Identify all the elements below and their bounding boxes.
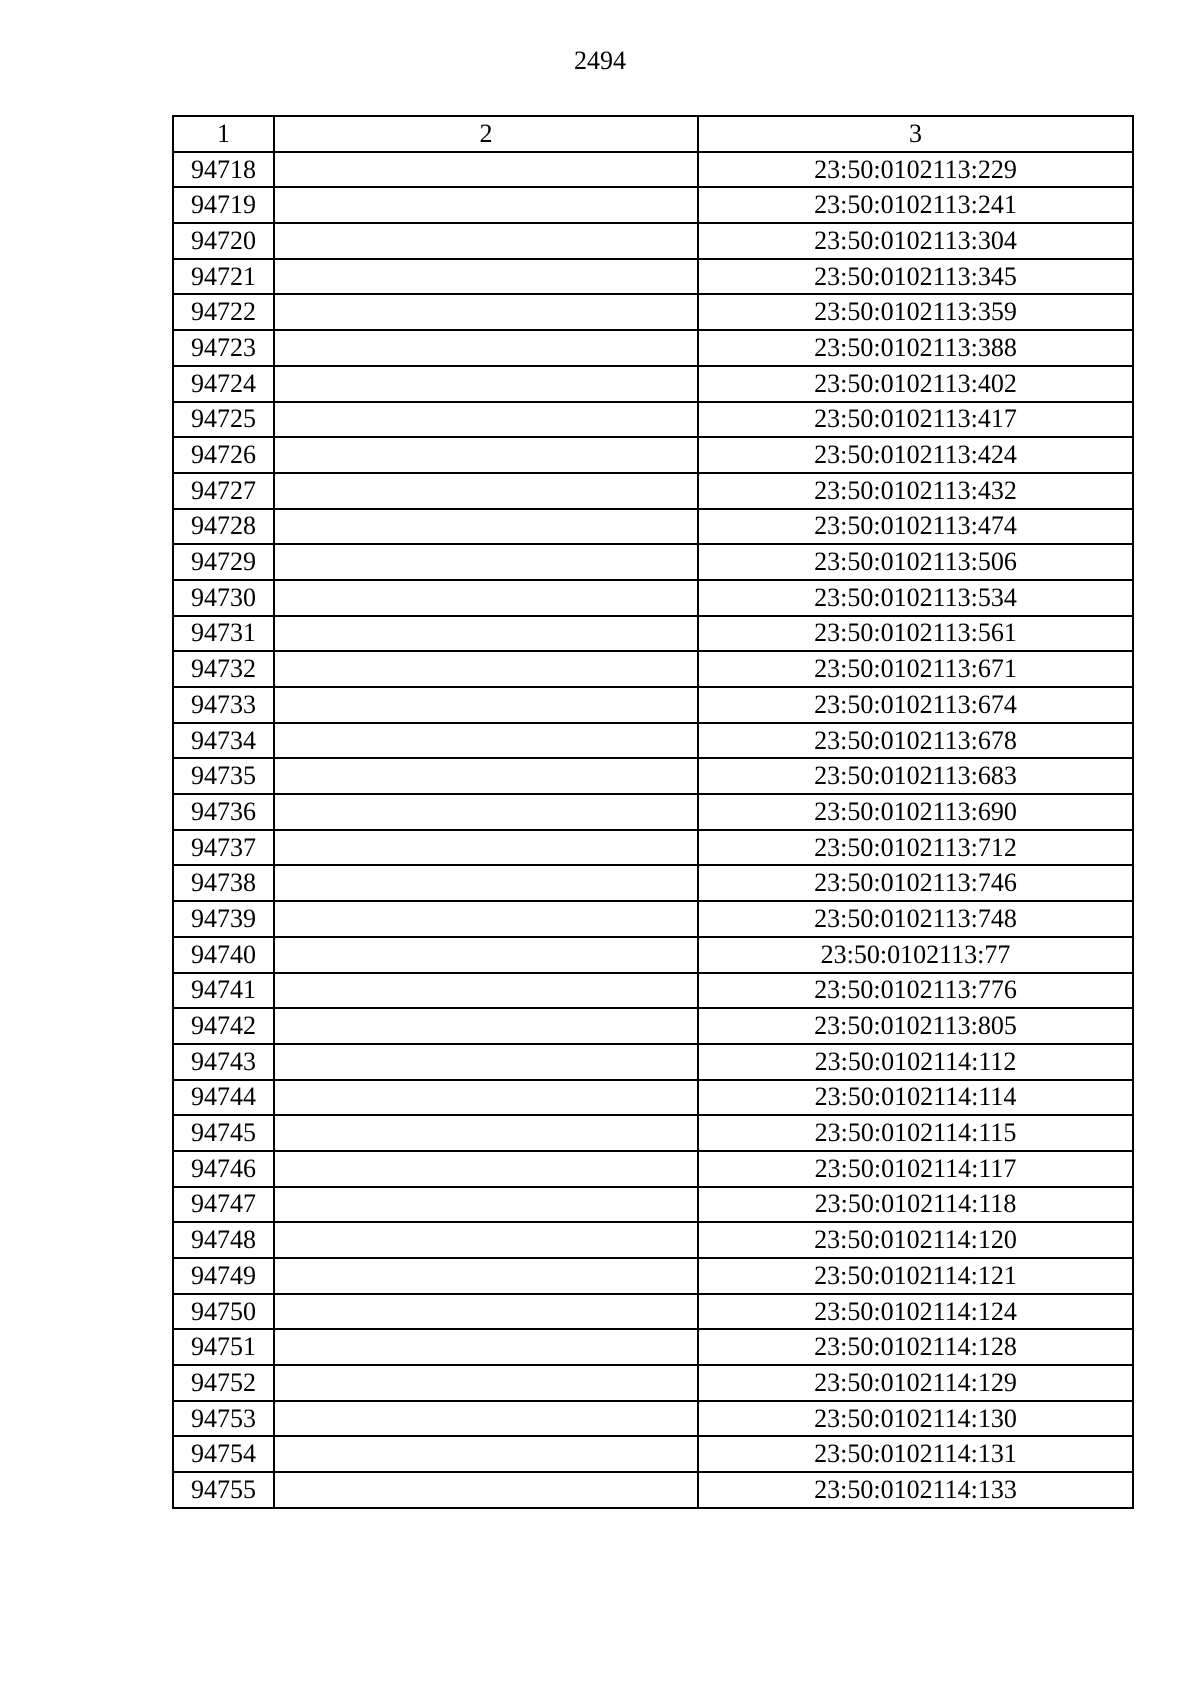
row-number-cell: 94728 <box>173 509 274 545</box>
blank-cell <box>274 1008 698 1044</box>
table-row <box>173 1258 1133 1294</box>
row-number-cell: 94752 <box>173 1365 274 1401</box>
cadastral-number-cell: 23:50:0102113:229 <box>698 152 1133 188</box>
cadastral-number-cell: 23:50:0102113:432 <box>698 473 1133 509</box>
table-row <box>173 152 1133 188</box>
table-row <box>173 758 1133 794</box>
row-number-cell: 94747 <box>173 1187 274 1223</box>
cadastral-number-cell: 23:50:0102113:402 <box>698 366 1133 402</box>
cadastral-number-cell: 23:50:0102114:114 <box>698 1080 1133 1116</box>
table-row <box>173 1115 1133 1151</box>
table-row <box>173 1401 1133 1437</box>
cadastral-number-cell: 23:50:0102113:474 <box>698 509 1133 545</box>
row-number-cell: 94727 <box>173 473 274 509</box>
table-row <box>173 223 1133 259</box>
row-number-cell: 94740 <box>173 937 274 973</box>
table-row <box>173 294 1133 330</box>
row-number-cell: 94723 <box>173 330 274 366</box>
table-row <box>173 187 1133 223</box>
cadastral-number-cell: 23:50:0102114:128 <box>698 1329 1133 1365</box>
table-row <box>173 1436 1133 1472</box>
row-number-cell: 94754 <box>173 1436 274 1472</box>
row-number-cell: 94743 <box>173 1044 274 1080</box>
blank-cell <box>274 330 698 366</box>
row-number-cell: 94724 <box>173 366 274 402</box>
blank-cell <box>274 651 698 687</box>
table-row <box>173 865 1133 901</box>
blank-cell <box>274 865 698 901</box>
cadastral-number-cell: 23:50:0102113:805 <box>698 1008 1133 1044</box>
table-row <box>173 1365 1133 1401</box>
blank-cell <box>274 758 698 794</box>
blank-cell <box>274 473 698 509</box>
blank-cell <box>274 580 698 616</box>
blank-cell <box>274 259 698 295</box>
cadastral-number-cell: 23:50:0102113:748 <box>698 901 1133 937</box>
cadastral-number-cell: 23:50:0102114:129 <box>698 1365 1133 1401</box>
row-number-cell: 94746 <box>173 1151 274 1187</box>
cadastral-number-cell: 23:50:0102113:746 <box>698 865 1133 901</box>
table-row <box>173 687 1133 723</box>
table-row <box>173 1294 1133 1330</box>
cadastral-number-cell: 23:50:0102113:678 <box>698 723 1133 759</box>
table-row <box>173 1151 1133 1187</box>
cadastral-number-cell: 23:50:0102114:130 <box>698 1401 1133 1437</box>
cadastral-number-cell: 23:50:0102113:674 <box>698 687 1133 723</box>
row-number-cell: 94719 <box>173 187 274 223</box>
row-number-cell: 94737 <box>173 830 274 866</box>
cadastral-number-cell: 23:50:0102114:133 <box>698 1472 1133 1508</box>
blank-cell <box>274 830 698 866</box>
row-number-cell: 94744 <box>173 1080 274 1116</box>
blank-cell <box>274 1401 698 1437</box>
blank-cell <box>274 794 698 830</box>
blank-cell <box>274 687 698 723</box>
table-row <box>173 402 1133 438</box>
table-body <box>173 152 1133 1508</box>
table-row <box>173 1472 1133 1508</box>
table-row <box>173 1080 1133 1116</box>
table-row <box>173 1008 1133 1044</box>
blank-cell <box>274 366 698 402</box>
table-row <box>173 366 1133 402</box>
table-row <box>173 509 1133 545</box>
registry-table <box>172 115 1134 1509</box>
row-number-cell: 94736 <box>173 794 274 830</box>
blank-cell <box>274 402 698 438</box>
cadastral-number-cell: 23:50:0102114:121 <box>698 1258 1133 1294</box>
row-number-cell: 94720 <box>173 223 274 259</box>
row-number-cell: 94721 <box>173 259 274 295</box>
blank-cell <box>274 152 698 188</box>
table-header <box>173 116 1133 152</box>
cadastral-number-cell: 23:50:0102113:534 <box>698 580 1133 616</box>
cadastral-number-cell: 23:50:0102113:671 <box>698 651 1133 687</box>
blank-cell <box>274 1080 698 1116</box>
cadastral-number-cell: 23:50:0102113:241 <box>698 187 1133 223</box>
blank-cell <box>274 1187 698 1223</box>
blank-cell <box>274 1115 698 1151</box>
column-header-3: 3 <box>698 116 1133 152</box>
blank-cell <box>274 187 698 223</box>
cadastral-number-cell: 23:50:0102113:304 <box>698 223 1133 259</box>
table-row <box>173 1044 1133 1080</box>
table-row <box>173 1329 1133 1365</box>
cadastral-number-cell: 23:50:0102114:115 <box>698 1115 1133 1151</box>
cadastral-number-cell: 23:50:0102114:131 <box>698 1436 1133 1472</box>
page-number: 2494 <box>574 46 626 75</box>
cadastral-number-cell: 23:50:0102113:388 <box>698 330 1133 366</box>
table-row <box>173 901 1133 937</box>
row-number-cell: 94732 <box>173 651 274 687</box>
row-number-cell: 94750 <box>173 1294 274 1330</box>
table-row <box>173 651 1133 687</box>
blank-cell <box>274 509 698 545</box>
blank-cell <box>274 1472 698 1508</box>
row-number-cell: 94755 <box>173 1472 274 1508</box>
row-number-cell: 94753 <box>173 1401 274 1437</box>
blank-cell <box>274 1365 698 1401</box>
row-number-cell: 94739 <box>173 901 274 937</box>
table-row <box>173 437 1133 473</box>
header-row <box>173 116 1133 152</box>
cadastral-number-cell: 23:50:0102113:417 <box>698 402 1133 438</box>
column-header-1: 1 <box>173 116 274 152</box>
column-header-2: 2 <box>274 116 698 152</box>
cadastral-number-cell: 23:50:0102114:117 <box>698 1151 1133 1187</box>
row-number-cell: 94742 <box>173 1008 274 1044</box>
blank-cell <box>274 901 698 937</box>
cadastral-number-cell: 23:50:0102113:506 <box>698 544 1133 580</box>
row-number-cell: 94751 <box>173 1329 274 1365</box>
cadastral-number-cell: 23:50:0102113:690 <box>698 794 1133 830</box>
table-row <box>173 973 1133 1009</box>
blank-cell <box>274 1329 698 1365</box>
row-number-cell: 94726 <box>173 437 274 473</box>
row-number-cell: 94725 <box>173 402 274 438</box>
table-row <box>173 330 1133 366</box>
blank-cell <box>274 1294 698 1330</box>
row-number-cell: 94718 <box>173 152 274 188</box>
row-number-cell: 94745 <box>173 1115 274 1151</box>
cadastral-number-cell: 23:50:0102113:424 <box>698 437 1133 473</box>
table-row <box>173 616 1133 652</box>
row-number-cell: 94735 <box>173 758 274 794</box>
table-row <box>173 473 1133 509</box>
blank-cell <box>274 1151 698 1187</box>
table-row <box>173 830 1133 866</box>
row-number-cell: 94748 <box>173 1222 274 1258</box>
cadastral-number-cell: 23:50:0102114:124 <box>698 1294 1133 1330</box>
row-number-cell: 94741 <box>173 973 274 1009</box>
blank-cell <box>274 937 698 973</box>
table-row <box>173 544 1133 580</box>
cadastral-number-cell: 23:50:0102113:561 <box>698 616 1133 652</box>
table-row <box>173 580 1133 616</box>
table-row <box>173 937 1133 973</box>
cadastral-number-cell: 23:50:0102114:118 <box>698 1187 1133 1223</box>
blank-cell <box>274 544 698 580</box>
blank-cell <box>274 1044 698 1080</box>
cadastral-number-cell: 23:50:0102114:112 <box>698 1044 1133 1080</box>
cadastral-number-cell: 23:50:0102113:345 <box>698 259 1133 295</box>
row-number-cell: 94729 <box>173 544 274 580</box>
table-row <box>173 259 1133 295</box>
table-row <box>173 1187 1133 1223</box>
row-number-cell: 94749 <box>173 1258 274 1294</box>
blank-cell <box>274 973 698 1009</box>
cadastral-number-cell: 23:50:0102113:683 <box>698 758 1133 794</box>
blank-cell <box>274 723 698 759</box>
blank-cell <box>274 1222 698 1258</box>
cadastral-number-cell: 23:50:0102113:77 <box>698 937 1133 973</box>
table-row <box>173 723 1133 759</box>
blank-cell <box>274 1436 698 1472</box>
blank-cell <box>274 437 698 473</box>
cadastral-number-cell: 23:50:0102114:120 <box>698 1222 1133 1258</box>
row-number-cell: 94730 <box>173 580 274 616</box>
table-row <box>173 1222 1133 1258</box>
cadastral-number-cell: 23:50:0102113:712 <box>698 830 1133 866</box>
blank-cell <box>274 1258 698 1294</box>
row-number-cell: 94733 <box>173 687 274 723</box>
blank-cell <box>274 223 698 259</box>
row-number-cell: 94738 <box>173 865 274 901</box>
table-row <box>173 794 1133 830</box>
row-number-cell: 94734 <box>173 723 274 759</box>
cadastral-number-cell: 23:50:0102113:776 <box>698 973 1133 1009</box>
row-number-cell: 94722 <box>173 294 274 330</box>
cadastral-number-cell: 23:50:0102113:359 <box>698 294 1133 330</box>
blank-cell <box>274 294 698 330</box>
blank-cell <box>274 616 698 652</box>
row-number-cell: 94731 <box>173 616 274 652</box>
